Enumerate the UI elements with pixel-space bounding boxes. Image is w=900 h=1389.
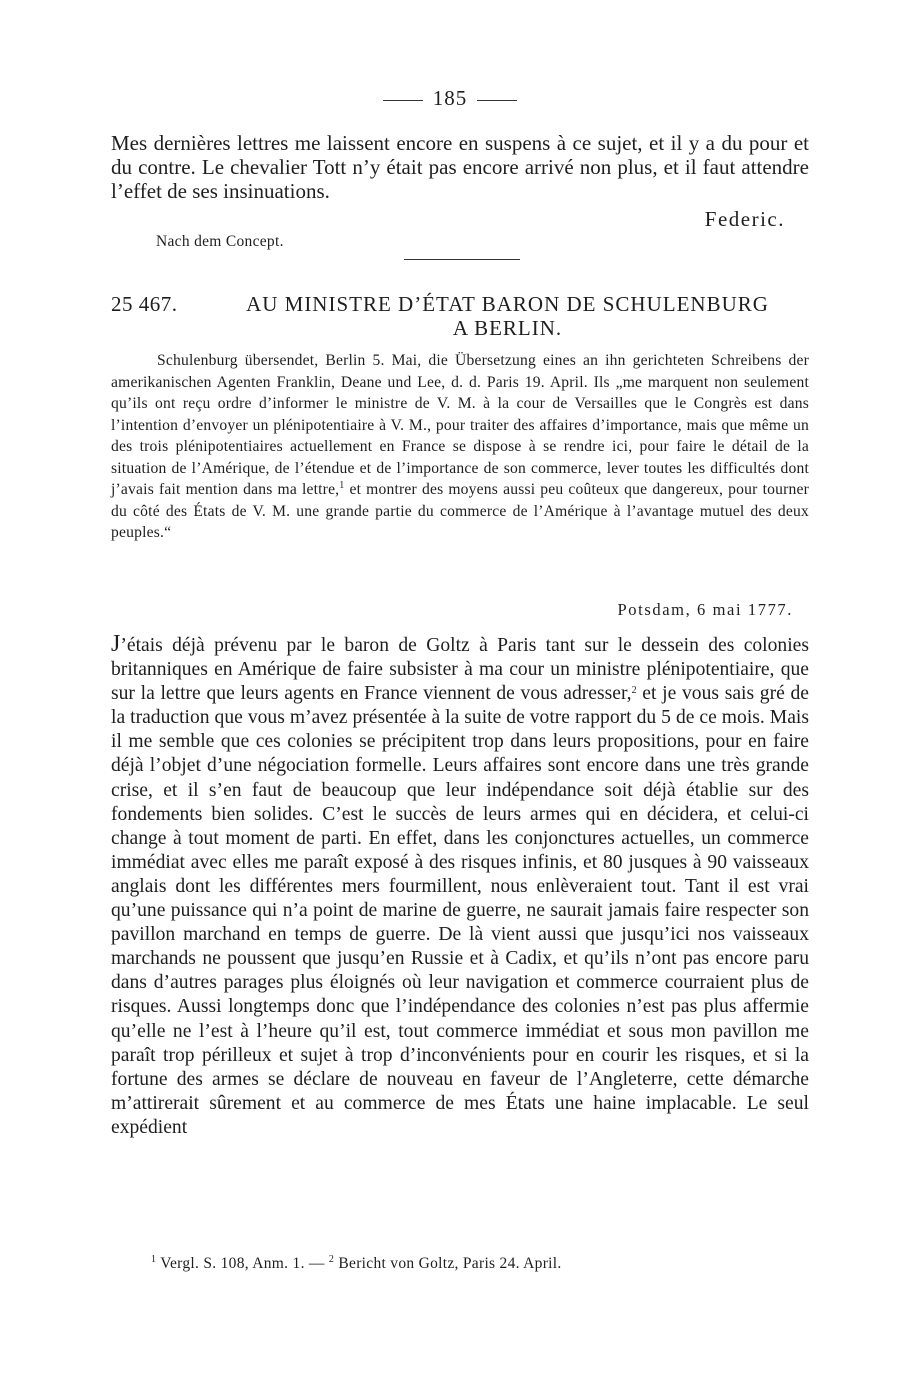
footnote-2-text: Bericht von Goltz, Paris 24. April. bbox=[334, 1255, 562, 1272]
letter-body bbox=[111, 632, 809, 1140]
dateline: Potsdam, 6 mai 1777. bbox=[617, 600, 793, 619]
document-title-line-1: AU MINISTRE D’ÉTAT BARON DE SCHULENBURG bbox=[246, 292, 769, 316]
footnote-1-mark: 1 bbox=[151, 1254, 157, 1265]
summary-text-part-1: Schulenburg übersendet, Berlin 5. Mai, die Übersetzung eines an ihn gerichteten Schreibens der amerikanischen Agenten Franklin, Deane und Lee, d. d. Paris 19. April. Ils „me marquent non seulement qu’ils ont reçu ordre d’informer le ministre de V. M. à la cour de Versailles que le Congrès est dans l’intention d’envoyer un plénipotentiaire à V. M., pour traiter des affaires d’importance, mais que même un des trois plénipotentiaires actuellement en France se dispose à se rendre ici, pour faire le détail de la situation de l’Amérique, de l’étendue et de l’importance de son commerce, lever toutes les difficultés dont j’avais fait mention dans ma lettre, bbox=[111, 352, 809, 498]
footnote-ref-2: 2 bbox=[631, 685, 637, 697]
footnote-2-mark: 2 bbox=[328, 1254, 335, 1265]
body-text-part-1: ’étais déjà prévenu par le baron de Goltz à Paris tant sur le dessein des colonies britanniques en Amérique de faire subsister à ma cour un ministre plénipotentiaire, que sur la lettre que leurs agents en France viennent de vous adresser, bbox=[111, 635, 809, 705]
page-number: 185 bbox=[432, 86, 468, 110]
document-number: 25 467. bbox=[111, 292, 178, 316]
footnote-ref-1: 1 bbox=[339, 480, 345, 491]
footnote-1-text: Vergl. S. 108, Anm. 1. — bbox=[156, 1255, 329, 1272]
page-header bbox=[0, 86, 900, 111]
signature: Federic. bbox=[704, 207, 785, 231]
footnotes bbox=[151, 1255, 771, 1273]
section-divider bbox=[404, 259, 520, 260]
document-summary bbox=[111, 350, 809, 544]
document-title-line-2: A BERLIN. bbox=[452, 316, 563, 340]
source-note: Nach dem Concept. bbox=[156, 233, 284, 250]
header-dash-left bbox=[383, 100, 423, 101]
previous-letter-ending: Mes dernières lettres me laissent encore en suspens à ce sujet, et il y a du pour et du contre. Le chevalier Tott n’y était pas encore arrivé non plus, et il faut attendre l’effet de ses insinuations. bbox=[111, 131, 809, 203]
header-dash-right bbox=[477, 100, 517, 101]
body-text-part-2: et je vous sais gré de la traduction que vous m’avez présentée à la suite de votre rapport du 5 de ce mois. Mais il me semble que ces colonies se précipitent trop dans leurs propositions, pour en faire déjà l’objet d’une négociation formelle. Leurs affaires sont encore dans une très grande crise, et il s’en faut de beaucoup que leur indépendance soit déjà établie sur des fondements bien solides. C’est le succès de leurs armes qui en décidera, et celui-ci change à tout moment de parti. En effet, dans les conjonctures actuelles, un commerce immédiat avec elles me paraît exposé à des risques infinis, et 80 jusques à 90 vaisseaux anglais dont les différentes mers fourmillent, nous enlèveraient tout. Tant il est vrai qu’une puissance qui n’a point de marine de guerre, ne saurait jamais faire respecter son pavillon marchand en temps de guerre. De là vient aussi que jusqu’ici nos vaisseaux marchands ne poussent que jusqu’en Russie et à Cadix, et qu’ils n’ont pas encore paru dans d’autres parages plus éloignés où leur navigation et commerce courraient plus de risques. Aussi longtemps donc que l’indépendance des colonies n’est pas plus affermie qu’elle ne l’est à l’heure qu’il est, tout commerce immédiat et sous mon pavillon me paraît trop périlleux et sujet à trop d’inconvénients pour en courir les risques, et si la fortune des armes se déclare de nouveau en faveur de l’Angleterre, cette démarche m’attirerait sûrement et au commerce de mes États une haine implacable. Le seul expédient bbox=[111, 683, 810, 1138]
summary-text-part-2: et montrer des moyens aussi peu coûteux que dangereux, pour tourner du côté des États de V. M. une grande partie du commerce de l’Amérique à l’avantage mutuel des deux peuples.“ bbox=[111, 481, 809, 541]
drop-cap: J bbox=[111, 631, 121, 657]
